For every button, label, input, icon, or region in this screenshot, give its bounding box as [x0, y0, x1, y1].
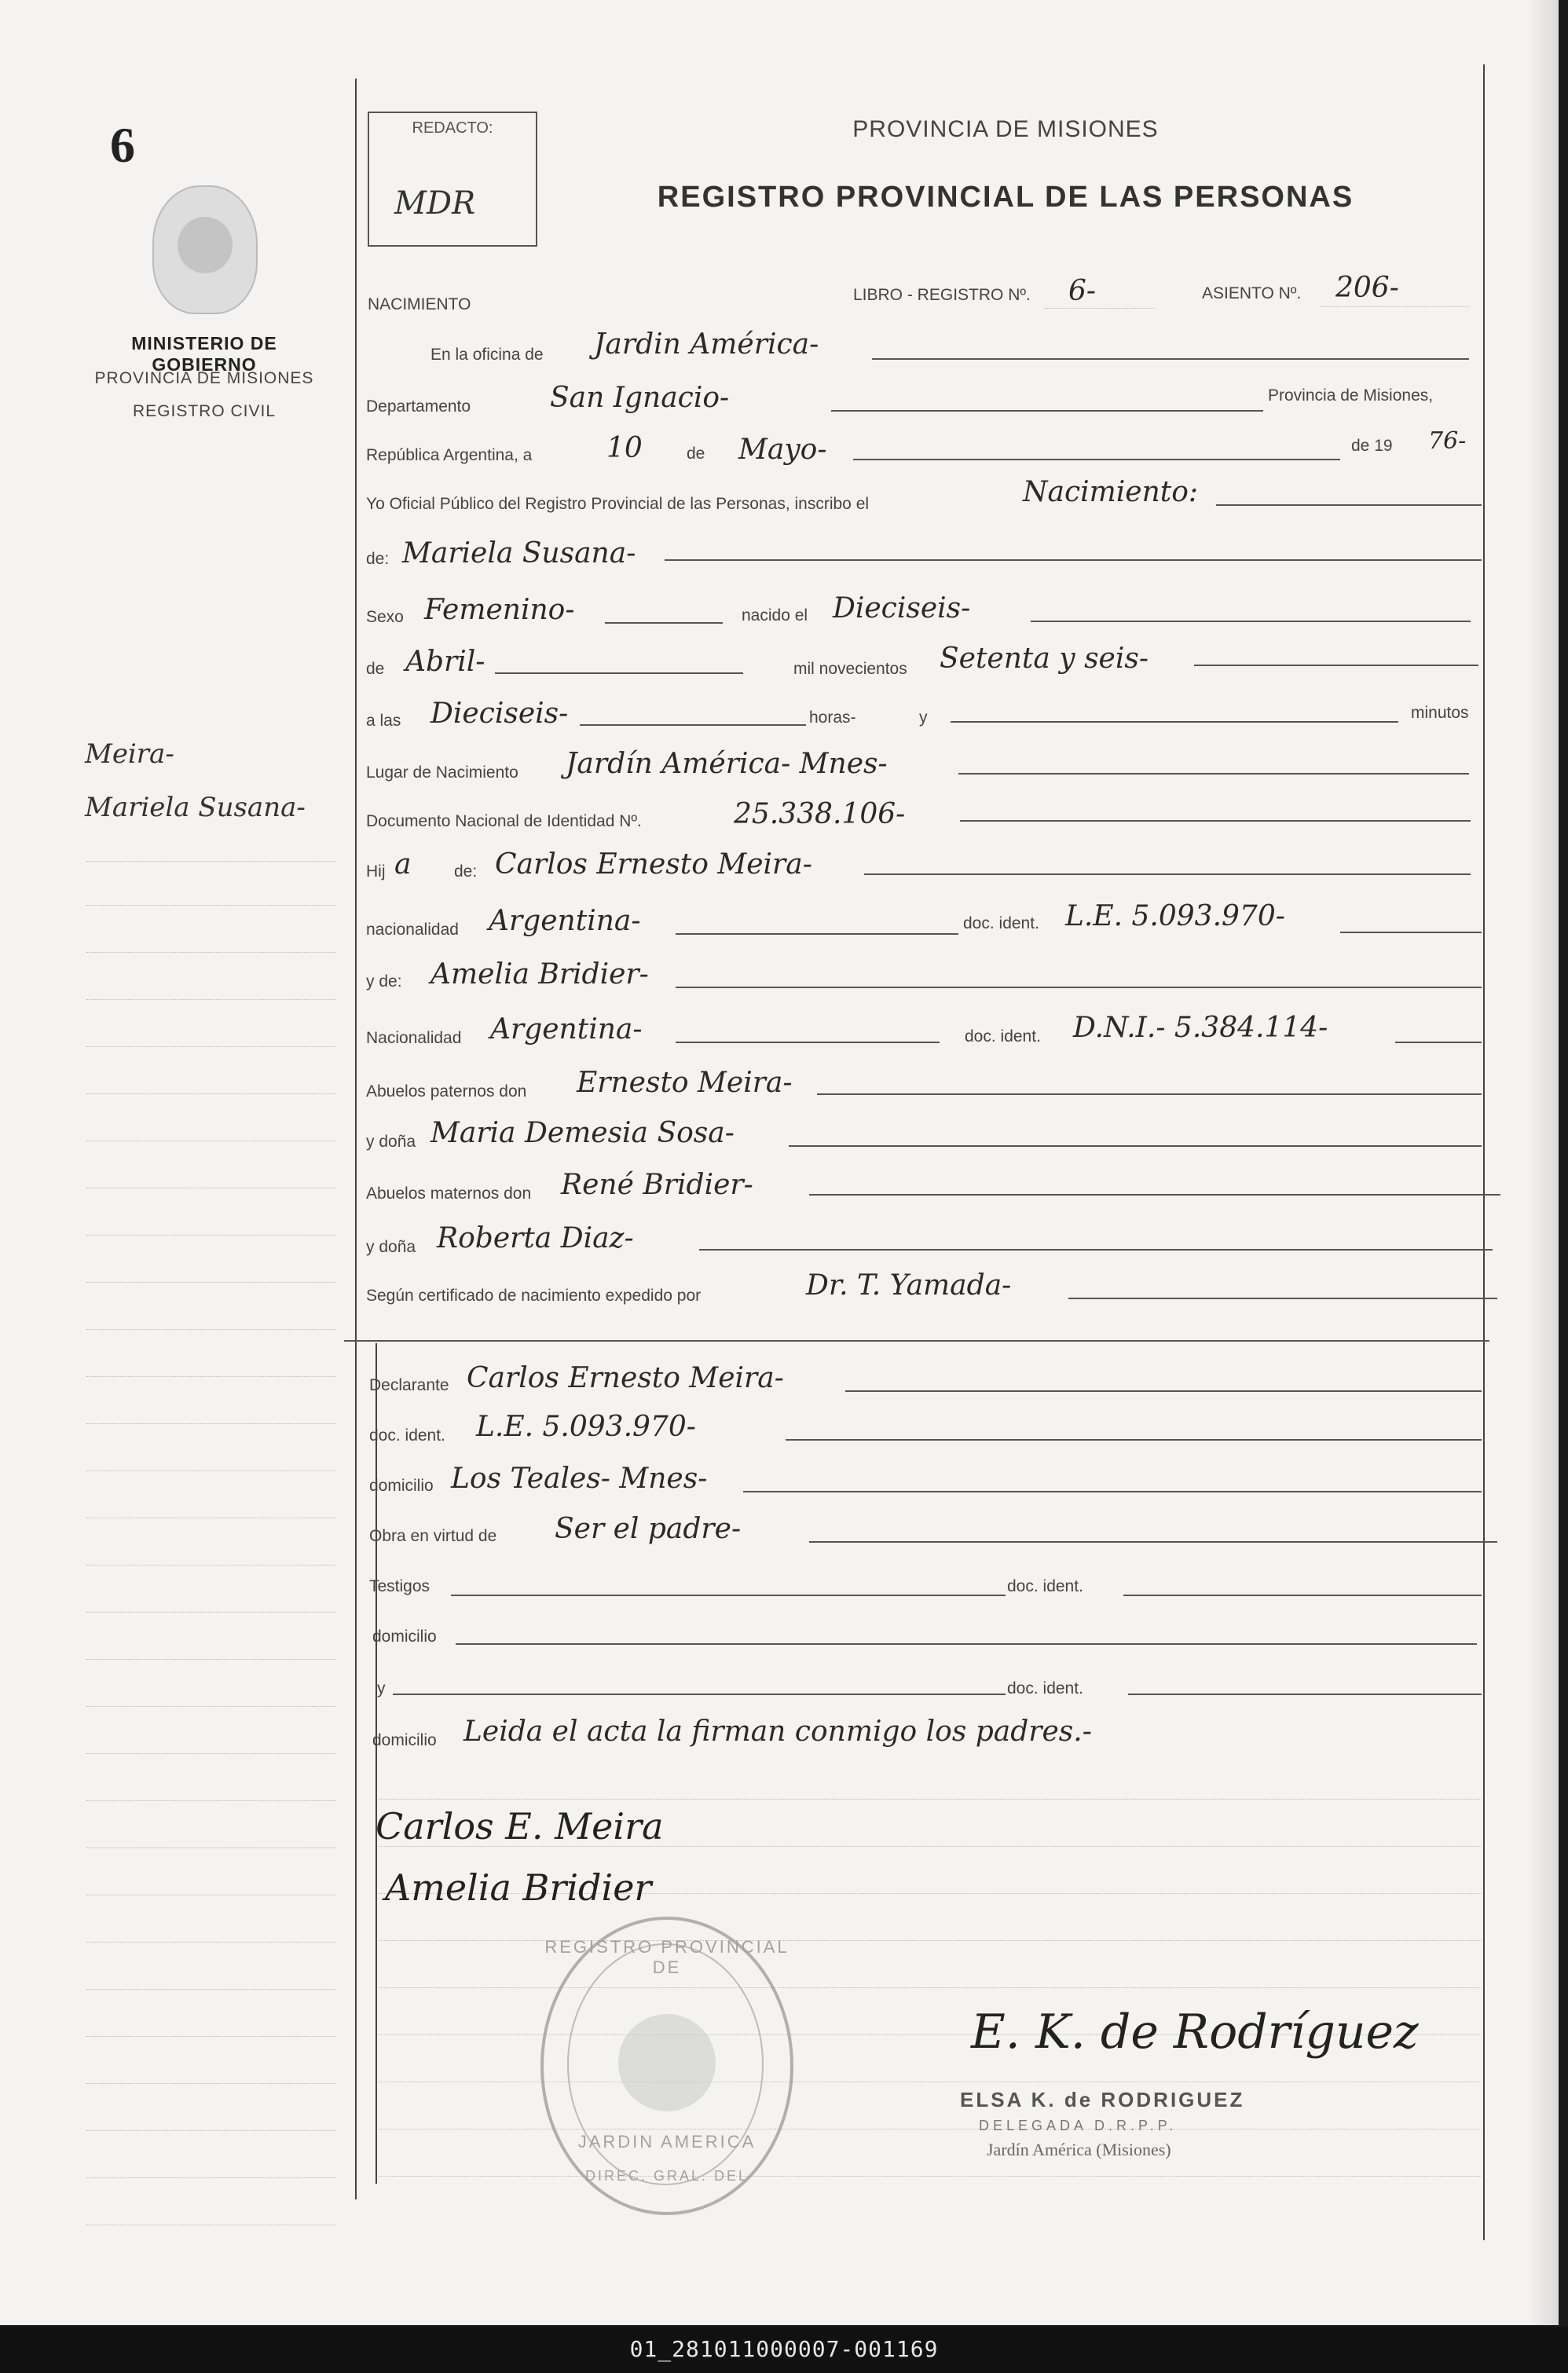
birth-year-value: Setenta y seis- — [940, 643, 1149, 675]
doc2-value: D.N.I.- 5.384.114- — [1073, 1012, 1328, 1044]
republica-label: República Argentina, a — [366, 446, 533, 464]
section-separator — [344, 1340, 1489, 1342]
margin-note-surname: Meira- — [85, 738, 174, 770]
yde-label: y de: — [366, 972, 402, 991]
asiento-label: ASIENTO Nº. — [1202, 284, 1302, 302]
de-name-label: de: — [366, 550, 390, 568]
de-month-label: de — [366, 660, 385, 678]
inner-frame-line — [376, 1343, 377, 2184]
declarante-value: Carlos Ernesto Meira- — [467, 1362, 784, 1394]
seal-text-top: REGISTRO PROVINCIAL DE — [544, 1937, 789, 1977]
right-frame-line — [1483, 64, 1485, 2240]
y-testigo-label: y — [377, 1679, 386, 1697]
hij-value: a — [394, 848, 412, 881]
abuelos-maternos-value: René Bridier- — [561, 1169, 753, 1201]
official-stamp-place: Jardín América (Misiones) — [987, 2140, 1171, 2159]
sexo-value: Femenino- — [424, 594, 575, 626]
redacto-label: REDACTO: — [412, 119, 493, 137]
asiento-value: 206- — [1335, 272, 1399, 304]
doc1-value: L.E. 5.093.970- — [1065, 900, 1285, 932]
year-label: de 19 — [1351, 437, 1393, 455]
seal-text-bottom: JARDIN AMERICA — [577, 2132, 757, 2151]
provincia-label: Provincia de Misiones, — [1268, 386, 1434, 405]
nacionalidad2-label: Nacionalidad — [366, 1029, 462, 1047]
domicilio2-label: domicilio — [372, 1628, 437, 1646]
mother-name-value: Amelia Bridier- — [430, 958, 649, 991]
official-stamp-name: ELSA K. de RODRIGUEZ — [960, 2088, 1245, 2111]
dona1-value: Maria Demesia Sosa- — [430, 1117, 735, 1149]
lugar-value: Jardín América- Mnes- — [566, 748, 888, 780]
mil-label: mil novecientos — [793, 660, 907, 678]
registry-title: REGISTRO PROVINCIAL DE LAS PERSONAS — [657, 181, 1354, 214]
obra-value: Ser el padre- — [555, 1513, 742, 1545]
libro-label: LIBRO - REGISTRO Nº. — [853, 286, 1031, 304]
year-value: 76- — [1428, 427, 1467, 455]
y-label: y — [919, 709, 928, 727]
redacto-box — [368, 112, 537, 247]
left-frame-line — [355, 79, 357, 2199]
horas-label: horas- — [809, 709, 856, 727]
act-type: NACIMIENTO — [368, 295, 471, 313]
redacto-initials: MDR — [394, 185, 476, 222]
abuelos-maternos-label: Abuelos maternos don — [366, 1185, 532, 1203]
oficial-label: Yo Oficial Público del Registro Provincial de las Personas, inscribo el — [366, 495, 870, 513]
sexo-label: Sexo — [366, 608, 404, 626]
domicilio-label: domicilio — [369, 1477, 434, 1495]
departamento-label: Departamento — [366, 397, 471, 416]
dni-value: 25.338.106- — [734, 798, 906, 830]
month-value: Mayo- — [738, 434, 827, 466]
margin-note-name: Mariela Susana- — [85, 792, 306, 823]
declarante-label: Declarante — [369, 1376, 449, 1394]
official-signature: E. K. de Rodríguez — [971, 2005, 1419, 2060]
provincial-coat-of-arms-icon — [152, 185, 258, 314]
hij-de-label: de: — [454, 862, 478, 881]
office-value: Jardin América- — [594, 328, 819, 361]
birth-month-value: Abril- — [405, 646, 485, 678]
testigos-doc-label: doc. ident. — [1007, 1577, 1083, 1595]
declarante-doc-value: L.E. 5.093.970- — [476, 1411, 696, 1443]
province-title: PROVINCIA DE MISIONES — [852, 116, 1159, 142]
dona2-label: y doña — [366, 1238, 416, 1256]
ministry-registry: REGISTRO CIVIL — [132, 402, 277, 420]
domicilio-value: Los Teales- Mnes- — [451, 1463, 708, 1495]
domicilio3-label: domicilio — [372, 1731, 437, 1749]
certificado-value: Dr. T. Yamada- — [806, 1269, 1012, 1302]
official-stamp-role: DELEGADA D.R.P.P. — [979, 2118, 1178, 2133]
nacido-label: nacido el — [742, 606, 808, 624]
dona2-value: Roberta Diaz- — [437, 1222, 634, 1254]
horas-value: Dieciseis- — [430, 698, 569, 730]
page-shadow — [1527, 0, 1559, 2325]
y-doc-label: doc. ident. — [1007, 1679, 1083, 1697]
declarante-doc-label: doc. ident. — [369, 1426, 445, 1445]
oficial-value: Nacimiento: — [1023, 476, 1199, 508]
nacido-value: Dieciseis- — [833, 592, 971, 624]
mother-signature: Amelia Bridier — [385, 1866, 652, 1909]
father-name-value: Carlos Ernesto Meira- — [495, 848, 812, 881]
horas-prefix: a las — [366, 712, 401, 730]
certificado-label: Según certificado de nacimiento expedido por — [366, 1287, 702, 1305]
closing-statement: Leida el acta la firman conmigo los padres.- — [463, 1716, 1092, 1748]
departamento-value: San Ignacio- — [550, 382, 730, 414]
father-signature: Carlos E. Meira — [376, 1805, 664, 1847]
dni-label: Documento Nacional de Identidad Nº. — [366, 812, 642, 830]
dona1-label: y doña — [366, 1133, 416, 1151]
day-value: 10 — [606, 432, 643, 464]
testigos-label: Testigos — [369, 1577, 430, 1595]
obra-label: Obra en virtud de — [369, 1527, 497, 1545]
image-id-caption: 01_281011000007-001169 — [629, 2336, 939, 2362]
nacionalidad2-value: Argentina- — [490, 1013, 643, 1046]
hij-label: Hij — [366, 862, 386, 881]
seal-emblem-icon — [618, 2014, 716, 2111]
lugar-label: Lugar de Nacimiento — [366, 764, 518, 782]
doc1-label: doc. ident. — [963, 914, 1039, 932]
seal-text-side: DIREC. GRAL. DEL — [584, 2168, 749, 2184]
abuelos-paternos-value: Ernesto Meira- — [577, 1067, 793, 1099]
registry-seal — [540, 1917, 793, 2215]
office-label: En la oficina de — [430, 346, 544, 364]
ministry-province: PROVINCIA DE MISIONES — [94, 369, 314, 387]
nacionalidad1-label: nacionalidad — [366, 921, 459, 939]
de-label: de — [687, 445, 705, 463]
minutos-label: minutos — [1411, 704, 1469, 722]
ministry-title: MINISTERIO DE GOBIERNO — [131, 333, 277, 375]
libro-value: 6- — [1068, 275, 1097, 307]
abuelos-paternos-label: Abuelos paternos don — [366, 1082, 527, 1100]
nacionalidad1-value: Argentina- — [489, 905, 641, 937]
doc2-label: doc. ident. — [965, 1027, 1041, 1046]
child-name-value: Mariela Susana- — [402, 537, 636, 569]
page-number: 6 — [110, 117, 135, 173]
